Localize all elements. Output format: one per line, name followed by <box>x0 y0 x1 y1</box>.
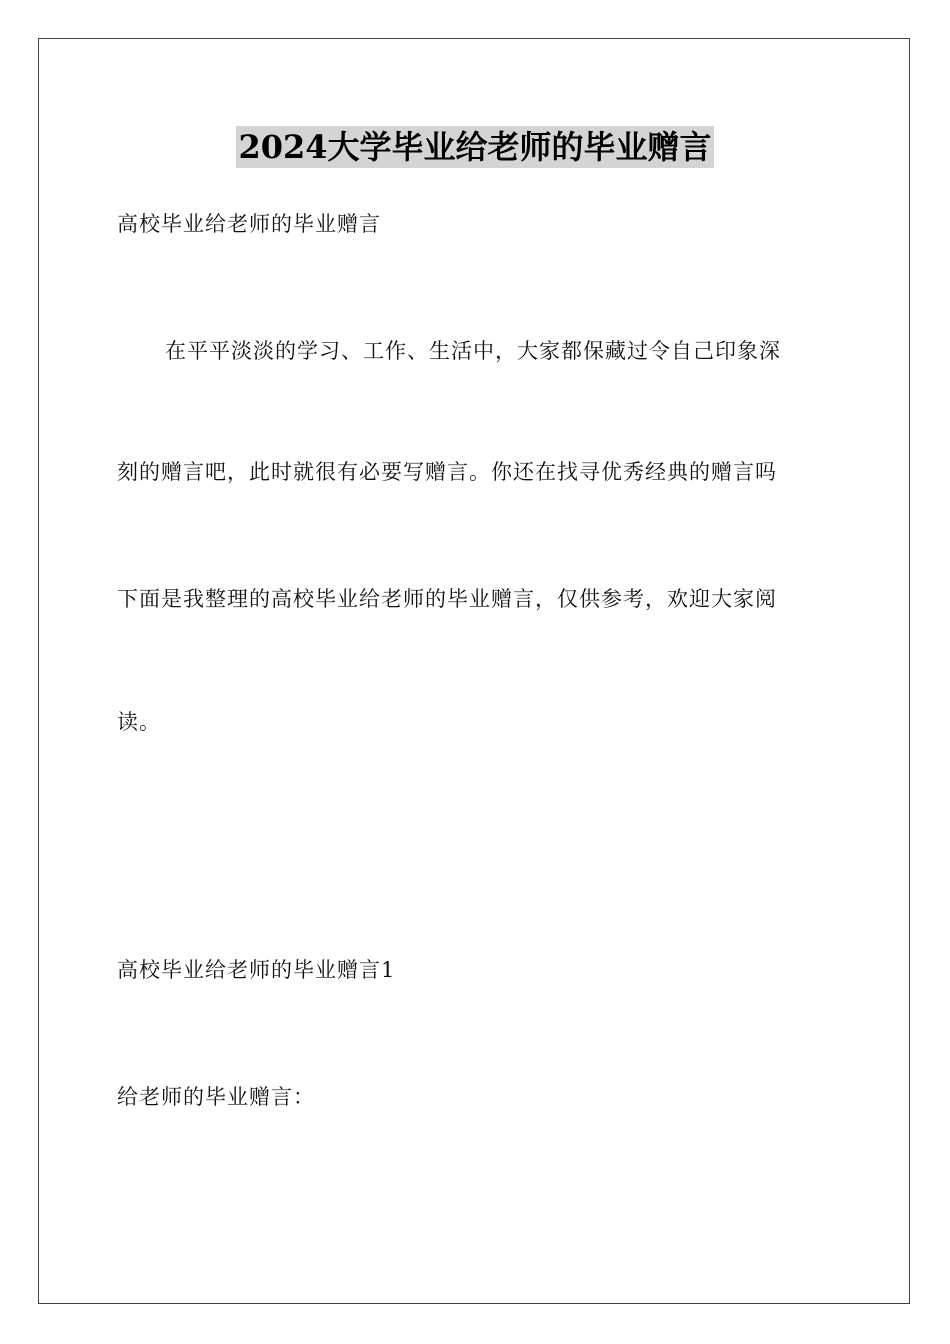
document-subtitle: 高校毕业给老师的毕业赠言 <box>117 212 381 236</box>
document-title: 2024大学毕业给老师的毕业赠言 <box>238 128 712 166</box>
section-label: 给老师的毕业赠言： <box>117 1085 315 1109</box>
section-heading: 高校毕业给老师的毕业赠言1 <box>117 958 396 982</box>
title-container <box>0 126 950 168</box>
intro-line-1: 在平平淡淡的学习、工作、生活中，大家都保藏过令自己印象深 <box>165 339 781 363</box>
intro-line-2: 刻的赠言吧，此时就很有必要写赠言。你还在找寻优秀经典的赠言吗 <box>117 460 777 484</box>
intro-line-4: 读。 <box>117 710 161 734</box>
intro-line-3: 下面是我整理的高校毕业给老师的毕业赠言，仅供参考，欢迎大家阅 <box>117 587 777 611</box>
